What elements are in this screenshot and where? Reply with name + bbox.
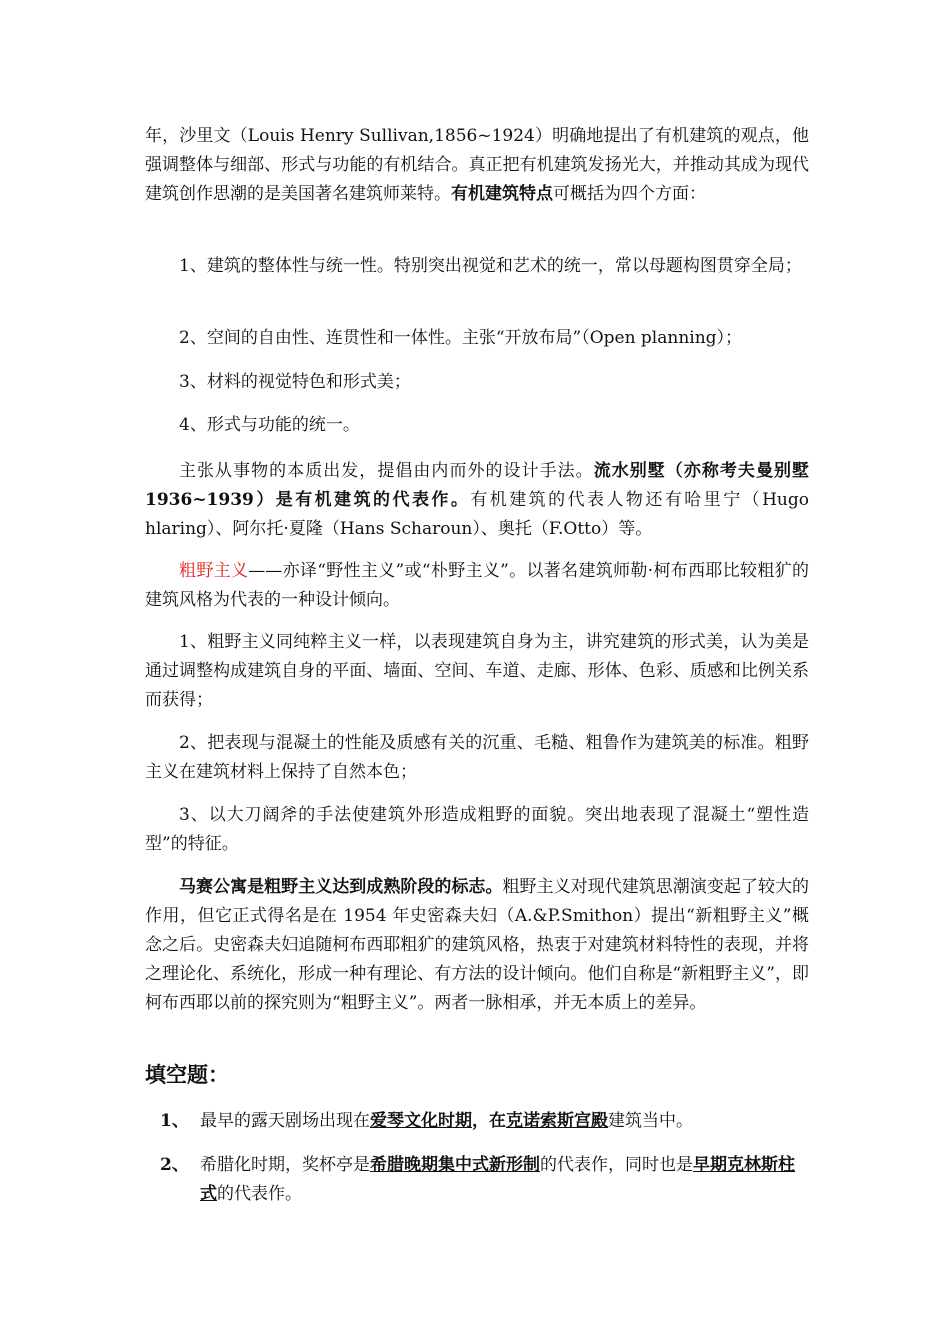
question-text — [200, 1107, 810, 1136]
paragraph-organic-architecture — [145, 122, 809, 209]
paragraph-fallingwater — [145, 457, 809, 544]
question-2 — [160, 1151, 810, 1209]
answer-blank: 早期克林斯柱式 — [200, 1155, 795, 1204]
text-run: 希腊化时期，奖杯亭是 — [200, 1155, 370, 1175]
list-item-brutalism-1: 1、粗野主义同纯粹主义一样，以表现建筑自身为主，讲究建筑的形式美，认为美是通过调整构成建筑自身的平面、墙面、空间、车道、走廊、形体、色彩、质感和比例关系而获得； — [145, 632, 809, 710]
text-run: 最早的露天剧场出现在 — [200, 1111, 370, 1131]
question-number: 1、 — [160, 1111, 189, 1131]
text-run: 有机建筑的代表人物还有哈里宁（Hugo hlaring）、阿尔托·夏隆（Hans Scharoun）、奥托（F.Otto）等。 — [145, 490, 809, 539]
text-run: 可概括为四个方面： — [553, 184, 706, 204]
paragraph-brutalism — [145, 557, 809, 615]
red-term-brutalism: 粗野主义 — [179, 561, 249, 581]
question-1 — [160, 1107, 810, 1136]
text-run: 的代表作。 — [217, 1184, 302, 1204]
section-title-fill-in-blank: 填空题： — [145, 1062, 229, 1087]
answer-blank: 爱琴文化时期 — [370, 1111, 472, 1131]
list-item-organic-1: 1、建筑的整体性与统一性。特别突出视觉和艺术的统一，常以母题构图贯穿全局； — [179, 256, 802, 276]
list-item-organic-2: 2、空间的自由性、连贯性和一体性。主张“开放布局”（Open planning）； — [179, 328, 743, 348]
answer-blank: 克诺索斯宫殿 — [506, 1111, 608, 1131]
answer-blank: 希腊晚期集中式新形制 — [370, 1155, 540, 1175]
question-number: 2、 — [160, 1155, 189, 1175]
list-item-organic-3: 3、材料的视觉特色和形式美； — [179, 372, 411, 392]
text-run: ，在 — [472, 1111, 506, 1131]
bold-marseille: 马赛公寓是粗野主义达到成熟阶段的标志。 — [179, 877, 503, 897]
bold-fallingwater: 流水别墅（亦称考夫曼别墅 1936~1939）是有机建筑的代表作。 — [145, 461, 810, 510]
list-item-organic-4: 4、形式与功能的统一。 — [179, 415, 360, 435]
paragraph-marseille — [145, 873, 809, 1018]
text-run: 年，沙里文（Louis Henry Sullivan,1856~1924）明确地提出了有机建筑的观点，他强调整体与细部、形式与功能的有机结合。真正把有机建筑发扬光大，并推动其成为现代建筑创作思潮的是美国著名建筑师莱特。 — [145, 126, 809, 204]
question-text — [200, 1151, 810, 1209]
text-run: 粗野主义对现代建筑思潮演变起了较大的作用，但它正式得名是在 1954 年史密森夫妇（A.&P.Smithon）提出“新粗野主义”概念之后。史密森夫妇追随柯布西耶粗犷的建筑风格，热衷于对建筑材料特性的表现，并将之理论化、系统化，形成一种有理论、有方法的设计倾向。他们自称是“新粗野主义”，即柯布西耶以前的探究则为“粗野主义”。两者一脉相承，并无本质上的差异。 — [145, 877, 810, 1013]
list-item-brutalism-3: 3、以大刀阔斧的手法使建筑外形造成粗野的面貌。突出地表现了混凝土“塑性造型”的特征。 — [145, 805, 809, 854]
text-run: 主张从事物的本质出发，提倡由内而外的设计手法。 — [179, 461, 594, 481]
text-run: ——亦译“野性主义”或“朴野主义”。以著名建筑师勒·柯布西耶比较粗犷的建筑风格为代表的一种设计倾向。 — [145, 561, 809, 610]
list-item-brutalism-2: 2、把表现与混凝土的性能及质感有关的沉重、毛糙、粗鲁作为建筑美的标准。粗野主义在建筑材料上保持了自然本色； — [145, 733, 809, 782]
bold-term-organic-features: 有机建筑特点 — [451, 184, 553, 204]
text-run: 的代表作，同时也是 — [540, 1155, 693, 1175]
text-run: 建筑当中。 — [608, 1111, 693, 1131]
